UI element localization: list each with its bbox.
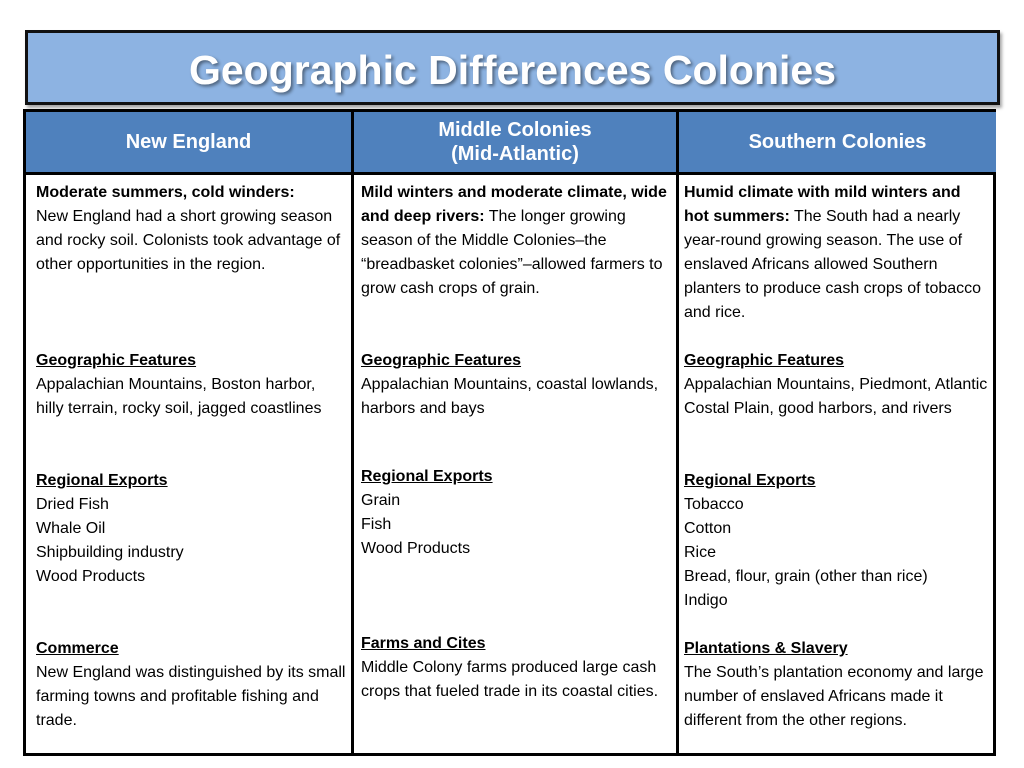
section-text: New England was distinguished by its small farming towns and profitable fishing and trade. bbox=[36, 664, 346, 729]
list-item: Grain bbox=[361, 492, 401, 509]
header-middle-colonies-label: Middle Colonies bbox=[438, 119, 592, 141]
features-section bbox=[36, 349, 346, 421]
farms-section bbox=[361, 632, 671, 704]
climate-text: Humid climate with mild winters and hot summers: The South had a nearly year-round growing season. The use of enslaved Africans allowed Southern planters to produce cash crops of tobacco and rice. bbox=[684, 184, 982, 321]
header-southern-colonies-label: Southern Colonies bbox=[748, 131, 927, 153]
exports-section bbox=[684, 469, 989, 613]
column-divider bbox=[676, 112, 679, 753]
header-middle-colonies-sublabel: (Mid-Atlantic) bbox=[451, 143, 579, 165]
plantations-section bbox=[684, 637, 989, 733]
header-new-england-label: New England bbox=[125, 131, 252, 153]
exports-section bbox=[361, 465, 671, 561]
list-item: Cotton bbox=[684, 520, 732, 537]
header-new-england bbox=[26, 112, 351, 175]
list-item: Fish bbox=[361, 516, 392, 533]
column-divider bbox=[351, 112, 354, 753]
section-heading: Geographic Features bbox=[36, 352, 197, 369]
slide-title: Geographic Differences Colonies bbox=[188, 47, 837, 93]
comparison-table bbox=[23, 109, 996, 756]
list-item: Dried Fish bbox=[36, 496, 109, 513]
section-heading: Geographic Features bbox=[684, 352, 845, 369]
list-item: Whale Oil bbox=[36, 520, 106, 537]
section-text: Appalachian Mountains, Piedmont, Atlantic Costal Plain, good harbors, and rivers bbox=[684, 376, 988, 417]
section-heading: Regional Exports bbox=[361, 468, 493, 485]
section-heading: Plantations & Slavery bbox=[684, 640, 848, 657]
section-heading: Regional Exports bbox=[684, 472, 816, 489]
section-text: Appalachian Mountains, coastal lowlands, harbors and bays bbox=[361, 376, 659, 417]
list-item: Indigo bbox=[684, 592, 728, 609]
list-item: Wood Products bbox=[361, 540, 471, 557]
features-section bbox=[684, 349, 989, 421]
list-item: Wood Products bbox=[36, 568, 146, 585]
title-banner bbox=[25, 30, 1000, 105]
climate-text: Moderate summers, cold winders: New England had a short growing season and rocky soil. Colonists took advantage of other opportunities in the region. bbox=[36, 184, 341, 273]
list-item: Shipbuilding industry bbox=[36, 544, 184, 561]
header-southern-colonies bbox=[679, 112, 996, 175]
section-heading: Regional Exports bbox=[36, 472, 168, 489]
list-item: Rice bbox=[684, 544, 717, 561]
list-item: Bread, flour, grain (other than rice) bbox=[684, 568, 928, 585]
features-section bbox=[361, 349, 671, 421]
header-middle-colonies bbox=[354, 112, 676, 175]
section-heading: Geographic Features bbox=[361, 352, 522, 369]
section-heading: Farms and Cites bbox=[361, 635, 486, 652]
section-text: Appalachian Mountains, Boston harbor, hilly terrain, rocky soil, jagged coastlines bbox=[36, 376, 322, 417]
section-text: The South’s plantation economy and large number of enslaved Africans made it different from the other regions. bbox=[684, 664, 984, 729]
list-item: Tobacco bbox=[684, 496, 744, 513]
exports-section bbox=[36, 469, 346, 589]
commerce-section bbox=[36, 637, 346, 733]
section-text: Middle Colony farms produced large cash crops that fueled trade in its coastal cities. bbox=[361, 659, 659, 700]
section-heading: Commerce bbox=[36, 640, 119, 657]
climate-text: Mild winters and moderate climate, wide and deep rivers: The longer growing season of the Middle Colonies–the “breadbasket colonies”–allowed farmers to grow cash crops of grain. bbox=[361, 184, 667, 297]
